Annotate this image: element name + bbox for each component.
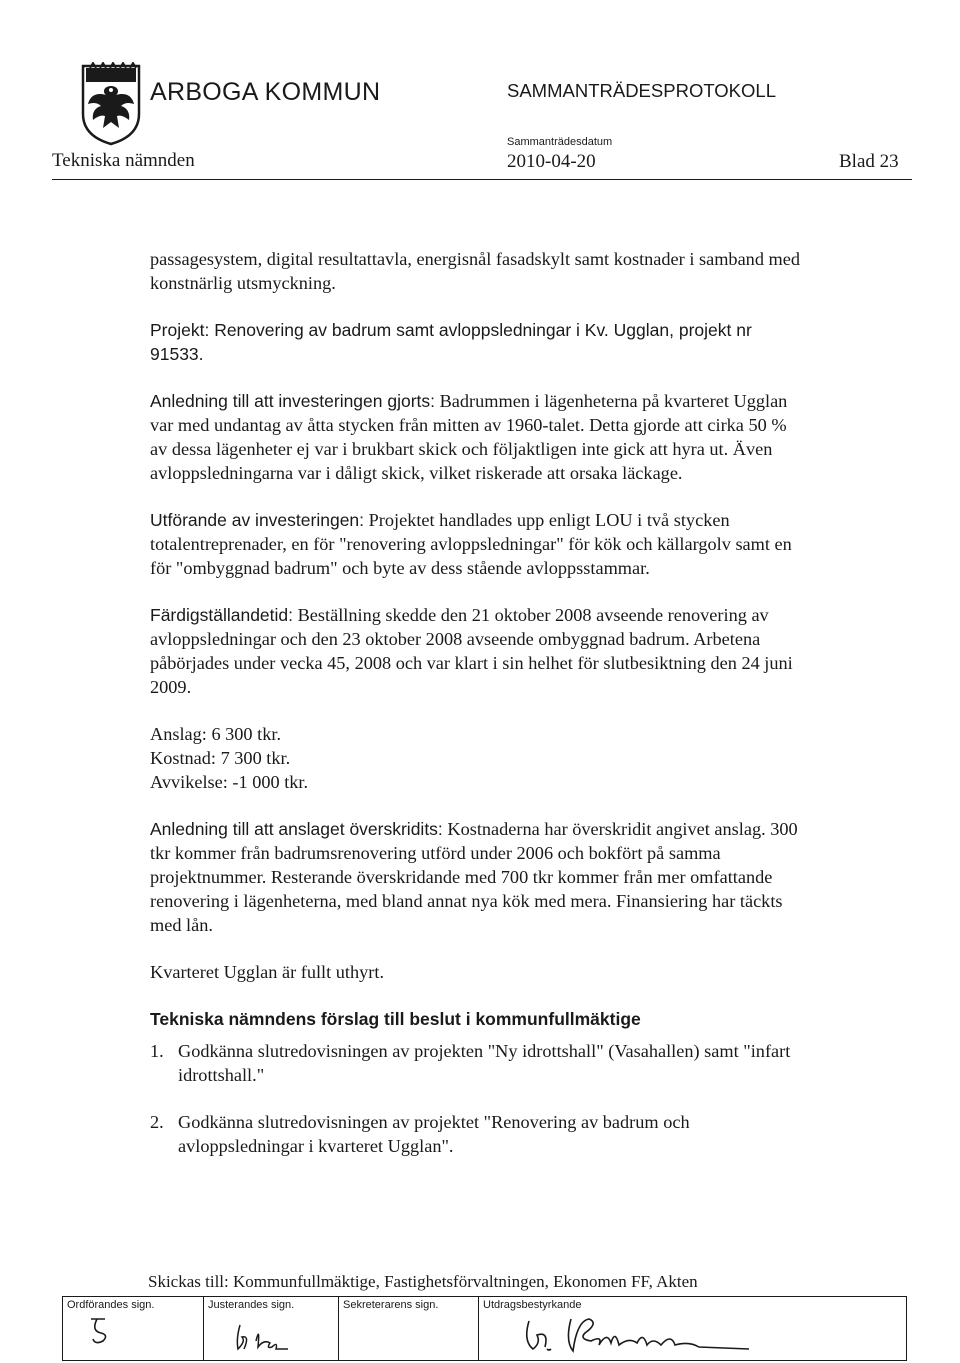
extract-signature-label: Utdragsbestyrkande bbox=[483, 1299, 582, 1311]
document-body bbox=[150, 247, 800, 1158]
document-type: SAMMANTRÄDESPROTOKOLL bbox=[507, 80, 776, 101]
overrun-text: Kostnaderna har överskridit angivet anslag. 300 tkr kommer från badrumsrenovering utförd under 2006 och bokfört på samma projektnummer. Resterande överskridande med 700 tkr kommer från mer omfattande renovering i lägenheterna, med bland annat nya kök med mera. Finansiering har täckts med lån. bbox=[150, 819, 798, 935]
intro-paragraph: passagesystem, digital resultattavla, energisnål fasadskylt samt kostnader i samband med konstnärlig utsmyckning. bbox=[150, 249, 801, 293]
project-title bbox=[150, 318, 800, 366]
overrun-label: Anledning till att anslaget överskridits: bbox=[150, 819, 443, 839]
proposal-list bbox=[150, 1039, 800, 1158]
organization-name: ARBOGA KOMMUN bbox=[150, 78, 381, 106]
adjuster-signature-cell bbox=[203, 1297, 338, 1360]
overrun-paragraph bbox=[150, 817, 800, 937]
execution-text: Projektet handlades upp enligt LOU i två stycken totalentreprenader, en för "renovering avloppsledningar" för kök och källargolv samt en för "ombyggnad badrum" och byte av dess stående avloppsstammar. bbox=[150, 510, 792, 578]
distribution-list: Skickas till: Kommunfullmäktige, Fastighetsförvaltningen, Ekonomen FF, Akten bbox=[148, 1272, 698, 1291]
chair-signature-cell bbox=[63, 1297, 203, 1360]
date-label: Sammanträdesdatum bbox=[507, 136, 613, 148]
header-divider bbox=[52, 179, 912, 180]
meeting-date: 2010-04-20 bbox=[507, 151, 596, 172]
occupancy-paragraph: Kvarteret Ugglan är fullt uthyrt. bbox=[150, 962, 385, 982]
list-item bbox=[150, 1039, 800, 1087]
page-number: Blad 23 bbox=[839, 151, 899, 172]
execution-paragraph bbox=[150, 508, 800, 580]
adjuster-signature-label: Justerandes sign. bbox=[208, 1299, 295, 1311]
reason-paragraph bbox=[150, 389, 800, 485]
municipal-crest-logo bbox=[80, 62, 142, 146]
completion-label: Färdigställandetid: bbox=[150, 605, 293, 625]
secretary-signature-cell bbox=[338, 1297, 478, 1360]
proposal-text: Godkänna slutredovisningen av projektet "Renovering av badrum och avloppsledningar i kvarteret Ugglan". bbox=[178, 1112, 690, 1156]
financial-summary bbox=[150, 722, 800, 794]
project-title-text: Projekt: Renovering av badrum samt avloppsledningar i Kv. Ugglan, projekt nr 91533. bbox=[150, 320, 752, 364]
reason-text: Badrummen i lägenheterna på kvarteret Ugglan var med undantag av åtta stycken från mitten av 1960-talet. Detta gjorde att cirka 50 % av dessa lägenheter ej var i brukbart skick och följaktligen inte gick att hyra ut. Även avloppsledningarna var i dåligt skick, vilket riskerade att orsaka läckage. bbox=[150, 391, 788, 483]
completion-paragraph bbox=[150, 603, 800, 699]
secretary-signature-label: Sekreterarens sign. bbox=[343, 1299, 439, 1311]
deviation-line: Avvikelse: -1 000 tkr. bbox=[150, 772, 309, 792]
completion-text: Beställning skedde den 21 oktober 2008 avseende renovering av avloppsledningar och den 23 oktober 2008 avseende ombyggnad badrum. Arbetena påbörjades under vecka 45, 2008 och var klart i sin helhet för slutbesiktning den 24 juni 2009. bbox=[150, 605, 793, 697]
signature-table bbox=[62, 1296, 907, 1361]
cost-line: Kostnad: 7 300 tkr. bbox=[150, 748, 291, 768]
chair-signature-label: Ordförandes sign. bbox=[67, 1299, 155, 1311]
execution-label: Utförande av investeringen: bbox=[150, 510, 365, 530]
adjuster-signature-ink bbox=[226, 1319, 306, 1359]
budget-line: Anslag: 6 300 tkr. bbox=[150, 724, 282, 744]
committee-name: Tekniska nämnden bbox=[52, 150, 195, 171]
proposal-heading: Tekniska nämndens förslag till beslut i kommunfullmäktige bbox=[150, 1009, 641, 1029]
chair-signature-ink bbox=[83, 1311, 143, 1351]
proposal-text: Godkänna slutredovisningen av projekten "Ny idrottshall" (Vasahallen) samt "infart idrottshall." bbox=[178, 1041, 791, 1085]
extract-signature-ink bbox=[519, 1311, 819, 1361]
list-item bbox=[150, 1110, 800, 1158]
proposal-number: 2. bbox=[150, 1112, 164, 1132]
extract-signature-cell bbox=[478, 1297, 906, 1360]
proposal-number: 1. bbox=[150, 1041, 164, 1061]
reason-label: Anledning till att investeringen gjorts: bbox=[150, 391, 436, 411]
